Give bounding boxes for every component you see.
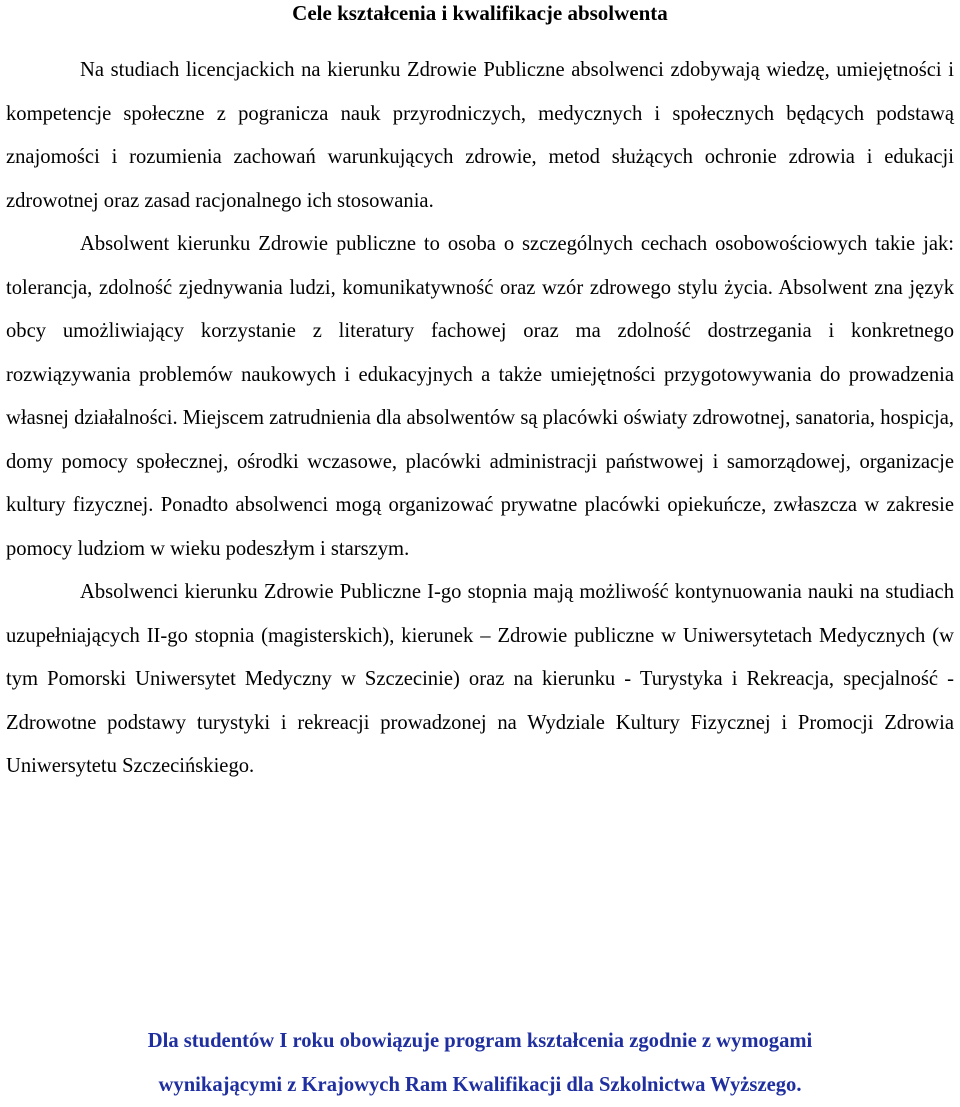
paragraph-studies-overview: Na studiach licencjackich na kierunku Zdrowie Publiczne absolwenci zdobywają wiedzę, umiejętności i kompetencje społeczne z pogranicza nauk przyrodniczych, medycznych i społecznych będących podstawą znajomości i rozumienia zachowań warunkujących zdrowie, metod służących ochronie zdrowia i edukacji zdrowotnej oraz zasad racjonalnego ich stosowania. [6,49,954,223]
document-body [6,49,954,789]
paragraph-further-education: Absolwenci kierunku Zdrowie Publiczne I-go stopnia mają możliwość kontynuowania nauki na studiach uzupełniających II-go stopnia (magisterskich), kierunek – Zdrowie publiczne w Uniwersytetach Medycznych (w tym Pomorski Uniwersytet Medyczny w Szczecinie) oraz na kierunku - Turystyka i Rekreacja, specjalność - Zdrowotne podstawy turystyki i rekreacji prowadzonej na Wydziale Kultury Fizycznej i Promocji Zdrowia Uniwersytetu Szczecińskiego. [6,571,954,789]
paragraph-graduate-profile: Absolwent kierunku Zdrowie publiczne to osoba o szczególnych cechach osobowościowych takie jak: tolerancja, zdolność zjednywania ludzi, komunikatywność oraz wzór zdrowego stylu życia. Absolwent zna język obcy umożliwiający korzystanie z literatury fachowej oraz ma zdolność dostrzegania i konkretnego rozwiązywania problemów naukowych i edukacyjnych a także umiejętności przygotowywania do prowadzenia własnej działalności. Miejscem zatrudnienia dla absolwentów są placówki oświaty zdrowotnej, sanatoria, hospicja, domy pomocy społecznej, ośrodki wczasowe, placówki administracji państwowej i samorządowej, organizacje kultury fizycznej. Ponadto absolwenci mogą organizować prywatne placówki opiekuńcze, zwłaszcza w zakresie pomocy ludziom w wieku podeszłym i starszym. [6,223,954,571]
footer-notice-line-2: wynikającymi z Krajowych Ram Kwalifikacji dla Szkolnictwa Wyższego. [0,1064,960,1107]
document-title: Cele kształcenia i kwalifikacje absolwenta [0,0,960,26]
footer-notice-line-1: Dla studentów I roku obowiązuje program kształcenia zgodnie z wymogami [0,1020,960,1064]
footer-notice [0,1020,960,1107]
